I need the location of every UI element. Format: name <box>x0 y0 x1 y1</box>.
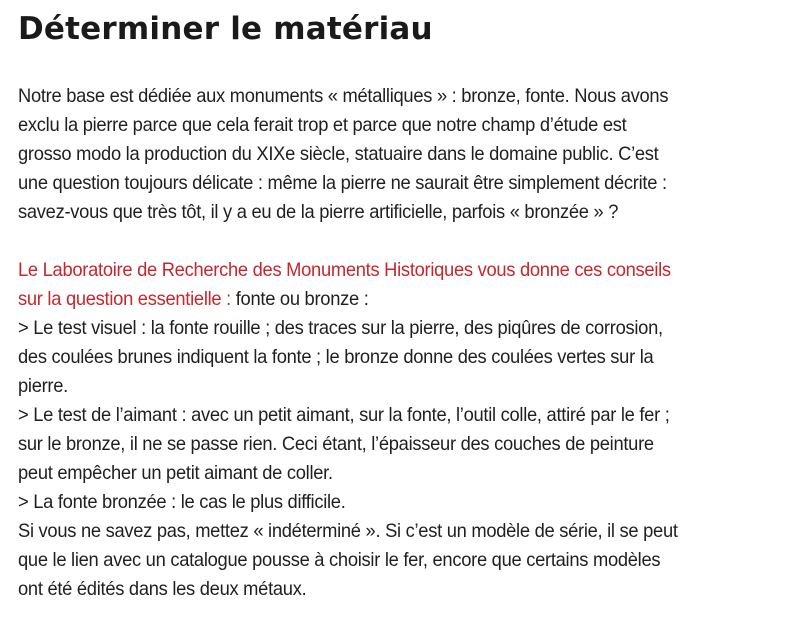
advice-line: peut empêcher un petit aimant de coller. <box>18 462 333 484</box>
advice-line: pierre. <box>18 375 68 397</box>
advice-line: que le lien avec un catalogue pousse à choisir le fer, encore que certains modèles <box>18 549 661 571</box>
document-page <box>18 6 788 604</box>
advice-line: des coulées brunes indiquent la fonte ; le bronze donne des coulées vertes sur la <box>18 346 654 368</box>
advice-line: > Le test visuel : la fonte rouille ; des traces sur la pierre, des piqûres de corrosion, <box>18 317 663 339</box>
intro-line: une question toujours délicate : même la pierre ne saurait être simplement décrite : <box>18 172 667 194</box>
advice-question-line <box>18 285 789 314</box>
essential-question-label: sur la question essentielle : <box>18 288 231 310</box>
intro-line: savez-vous que très tôt, il y a eu de la pierre artificielle, parfois « bronzée » ? <box>18 201 619 223</box>
intro-line: Notre base est dédiée aux monuments « métalliques » : bronze, fonte. Nous avons <box>18 85 669 107</box>
advice-line: Si vous ne savez pas, mettez « indéterminé ». Si c’est un modèle de série, il se peut <box>18 520 678 542</box>
page-title: Déterminer le matériau <box>18 11 433 47</box>
advice-line: > La fonte bronzée : le cas le plus difficile. <box>18 491 346 513</box>
question-text: fonte ou bronze : <box>230 288 369 310</box>
advice-line: > Le test de l’aimant : avec un petit aimant, sur la fonte, l’outil colle, attiré par le fer ; <box>18 404 670 426</box>
advice-paragraph <box>18 256 789 604</box>
intro-paragraph <box>18 82 789 227</box>
lab-advice-heading-line: Le Laboratoire de Recherche des Monuments Historiques vous donne ces conseils <box>18 259 671 281</box>
intro-line: exclu la pierre parce que cela ferait trop et parce que notre champ d’étude est <box>18 114 627 136</box>
intro-line: grosso modo la production du XIXe siècle, statuaire dans le domaine public. C’est <box>18 143 659 165</box>
advice-line: ont été édités dans les deux métaux. <box>18 578 307 600</box>
advice-line: sur le bronze, il ne se passe rien. Ceci étant, l’épaisseur des couches de peinture <box>18 433 654 455</box>
